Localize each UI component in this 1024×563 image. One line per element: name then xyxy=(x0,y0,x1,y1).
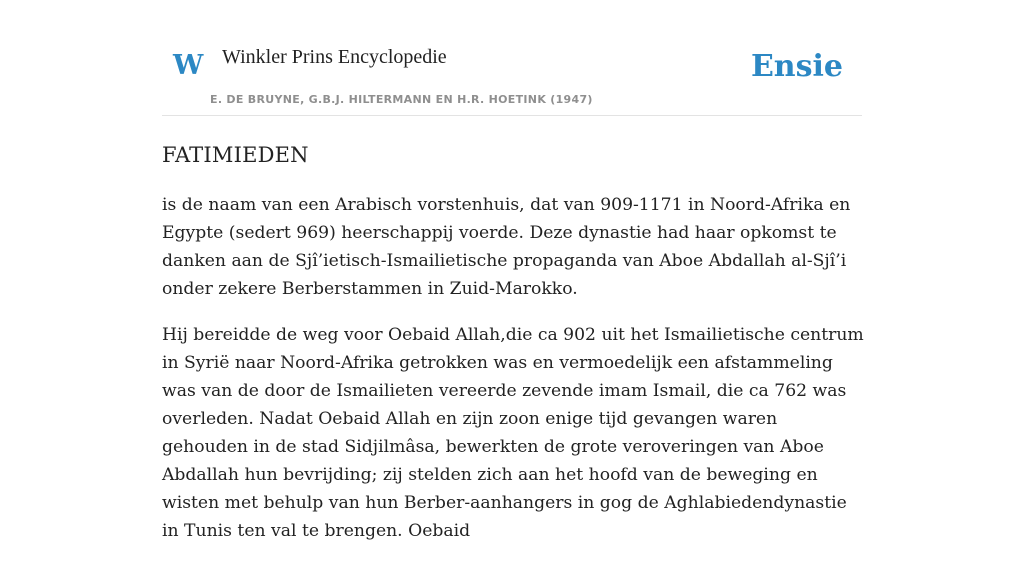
site-logo[interactable]: W xyxy=(173,50,204,81)
site-title[interactable]: Winkler Prins Encyclopedie xyxy=(222,46,447,68)
site-header xyxy=(162,30,862,116)
article-paragraph-1: is de naam van een Arabisch vorstenhuis, dat van 909-1171 in Noord-Afrika en Egypte (sedert 969) heerschappij voerde. Deze dynastie had haar opkomst te danken aan de Sjî’ietisch-Ismailietische propaganda van Aboe Abdallah al-Sjî’i onder zekere Berberstammen in Zuid-Marokko. xyxy=(162,195,851,299)
article-title: FATIMIEDEN xyxy=(162,143,309,167)
article xyxy=(162,141,867,563)
brand-logo[interactable]: Ensie xyxy=(750,49,843,84)
article-paragraph-2: Hij bereidde de weg voor Oebaid Allah,die ca 902 uit het Ismailietische centrum in Syrië naar Noord-Afrika getrokken was en vermoedelijk een afstammeling was van de door de Ismailieten vereerde zevende imam Ismail, die ca 762 was overleden. Nadat Oebaid Allah en zijn zoon enige tijd gevangen waren gehouden in de stad Sidjilmâsa, bewerkten de grote veroveringen van Aboe Abdallah hun bevrijding; zij stelden zich aan het hoofd van de beweging en wisten met behulp van hun Berber-aanhangers in gog de Aghlabiedendynastie in Tunis ten val te brengen. Oebaid xyxy=(162,325,864,541)
authors-line: E. DE BRUYNE, G.B.J. HILTERMANN EN H.R. HOETINK (1947) xyxy=(210,93,593,106)
